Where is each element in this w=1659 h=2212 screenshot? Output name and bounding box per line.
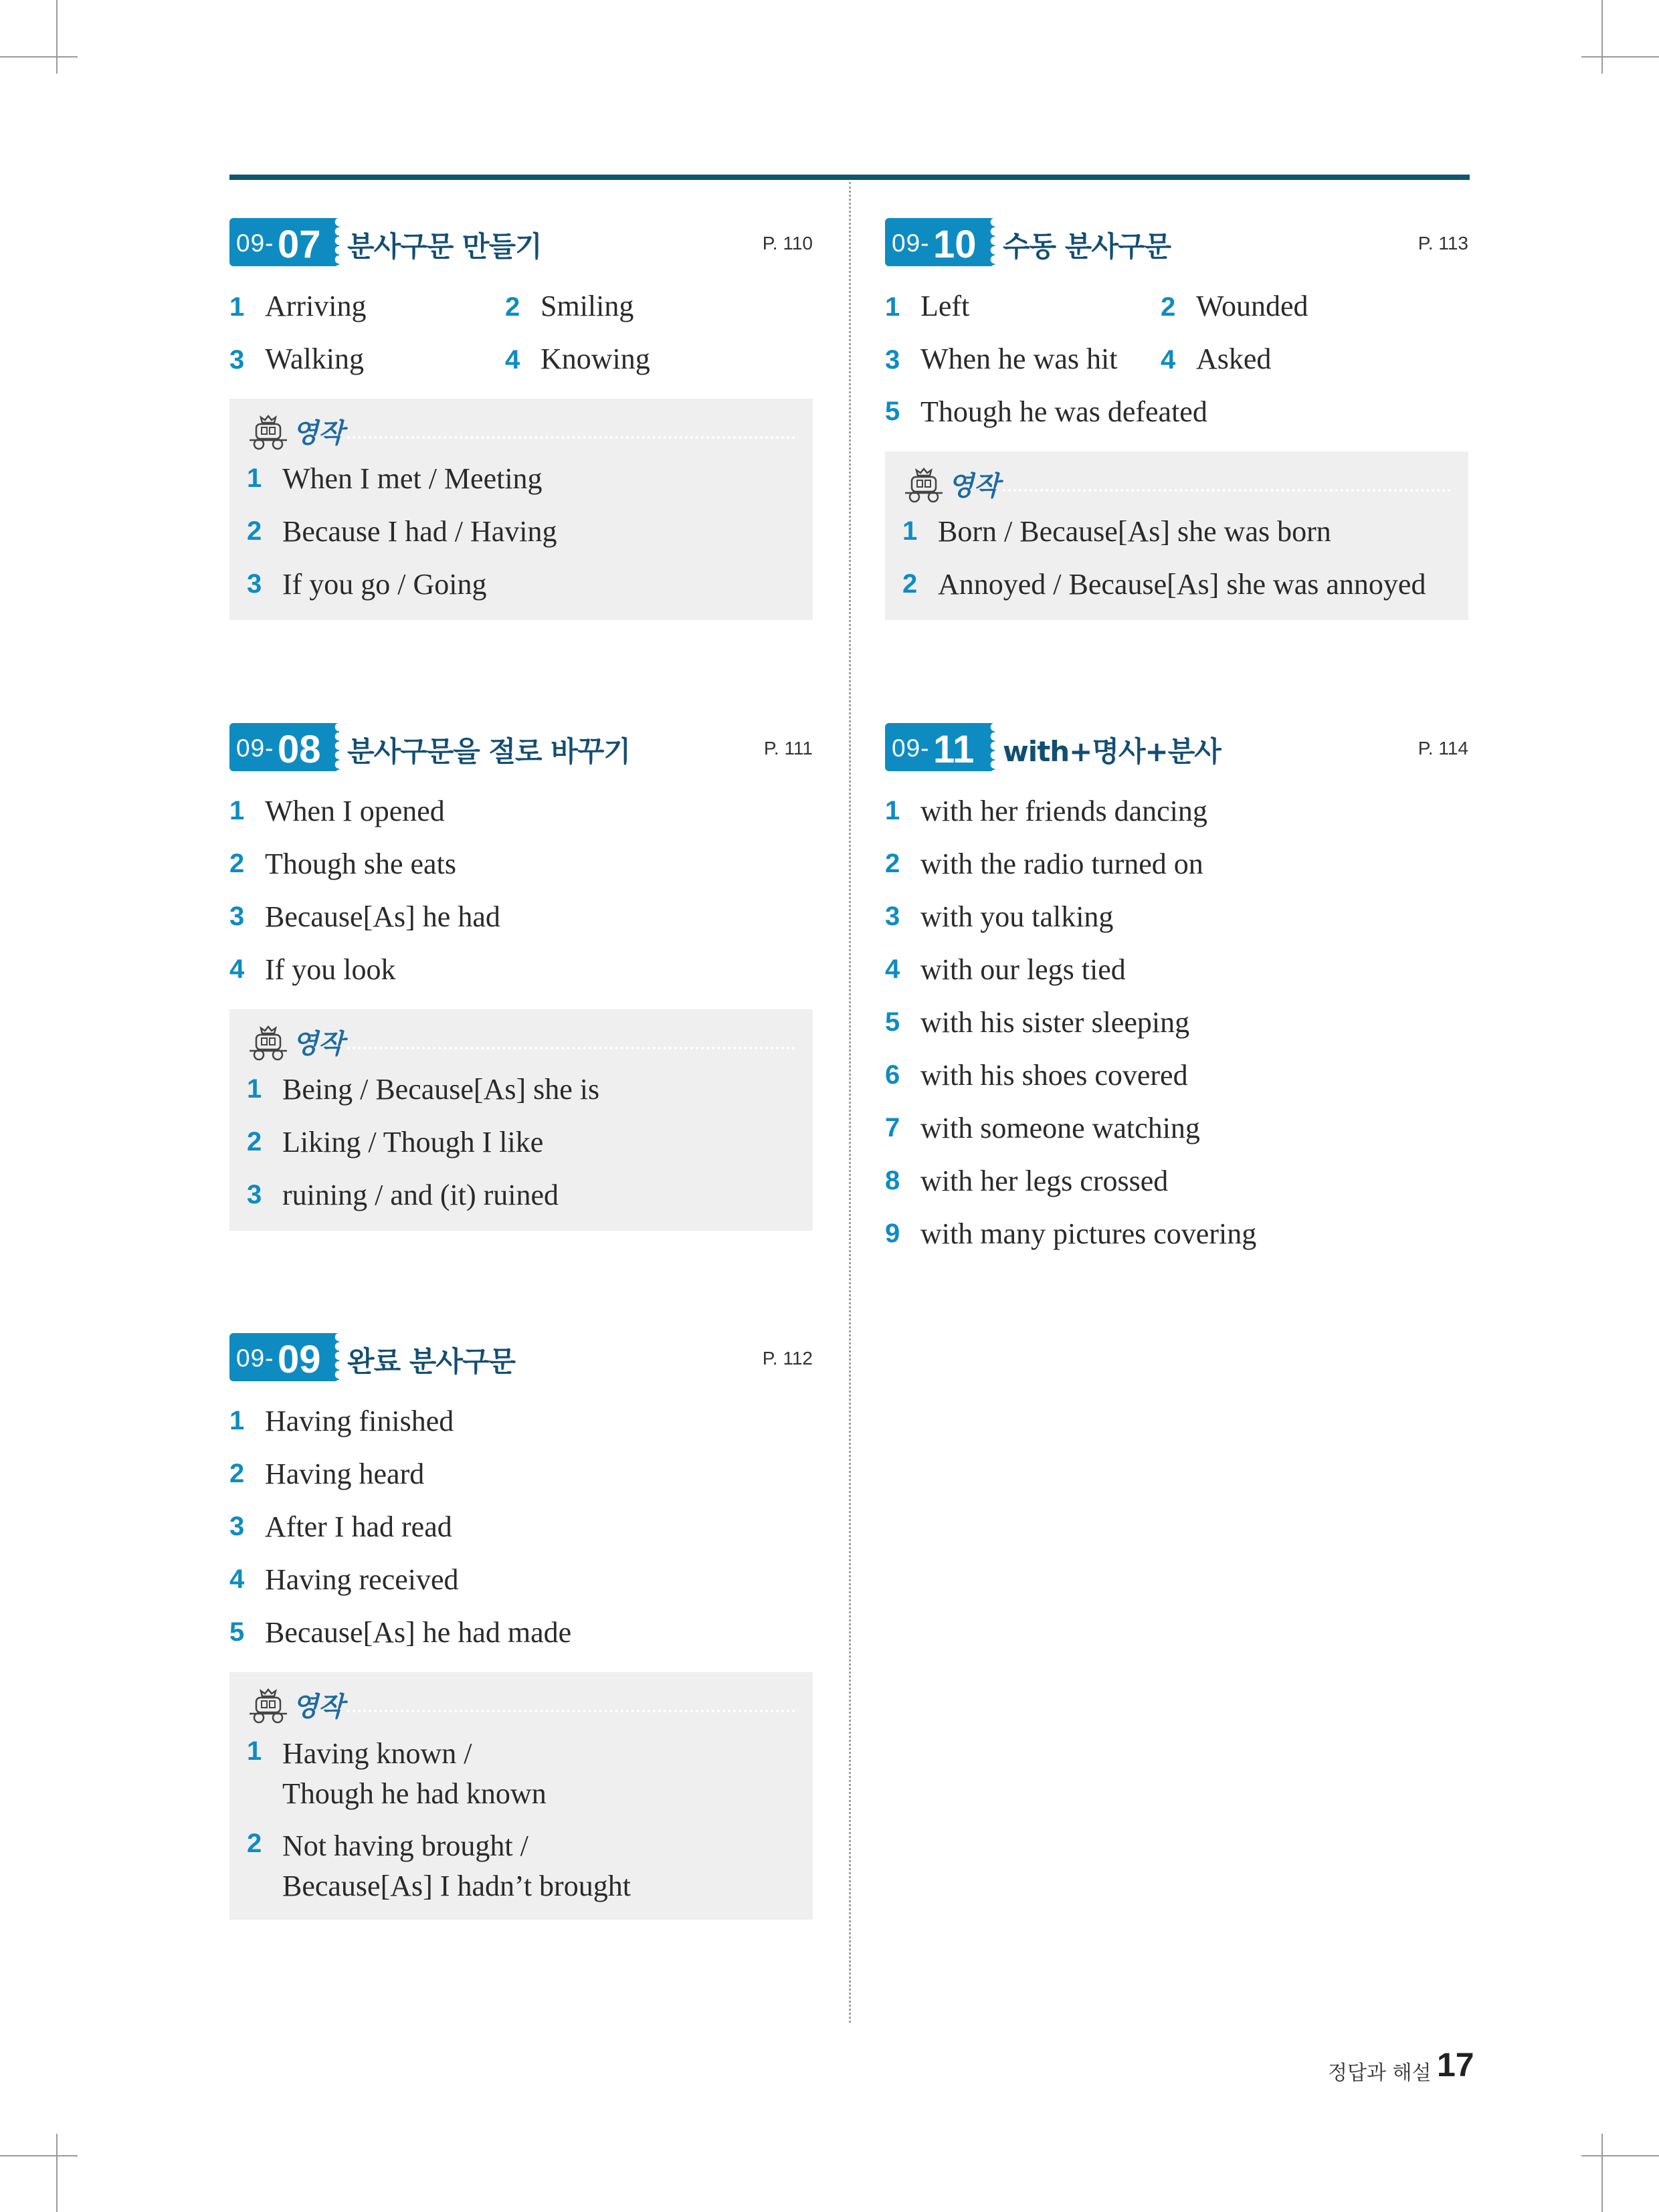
page-reference: P. 110 — [762, 233, 813, 254]
answer-row — [885, 890, 1468, 943]
answer-row — [885, 837, 1468, 890]
item-number: 2 — [247, 516, 262, 546]
dotted-rule — [1003, 489, 1451, 492]
answer-text: Having finished — [265, 1405, 454, 1437]
answer-number: 4 — [1161, 345, 1176, 375]
badge-prefix: 09- — [892, 229, 930, 257]
answer-number: 1 — [229, 796, 245, 825]
page-reference: P. 113 — [1418, 233, 1468, 254]
section-header — [885, 218, 1468, 269]
item-number: 1 — [902, 516, 918, 546]
item-number: 2 — [247, 1127, 262, 1157]
section-badge — [229, 723, 331, 771]
answer-text: Smiling — [541, 290, 634, 322]
answer-text: with his sister sleeping — [920, 1006, 1190, 1039]
answer-row — [885, 280, 1468, 332]
answer-item — [885, 289, 1161, 323]
answer-row — [229, 1395, 813, 1447]
box-title: 영작 — [292, 418, 345, 449]
crop-mark — [0, 2155, 78, 2156]
answer-number: 4 — [505, 345, 520, 375]
answer-text: When I opened — [265, 795, 445, 827]
box-title: 영작 — [292, 1029, 345, 1060]
section-09-07 — [229, 218, 813, 620]
answer-item — [1161, 289, 1308, 323]
carriage-icon — [247, 1024, 290, 1064]
answer-number: 2 — [229, 849, 245, 878]
composition-box — [885, 451, 1468, 620]
answer-row — [885, 1102, 1468, 1154]
answer-text: Having received — [265, 1563, 459, 1596]
answer-text: After I had read — [265, 1510, 452, 1543]
answer-item — [885, 342, 1161, 376]
crop-mark — [56, 0, 58, 74]
answer-text: Knowing — [541, 342, 650, 375]
answer-row — [229, 1606, 813, 1659]
answer-number: 3 — [229, 345, 245, 375]
answer-row — [229, 1553, 813, 1606]
crop-mark — [56, 2134, 58, 2212]
answer-number: 2 — [885, 849, 900, 878]
box-title: 영작 — [292, 1692, 345, 1722]
item-number: 3 — [247, 1180, 262, 1209]
item-text: If you go / Going — [282, 568, 487, 601]
box-item — [247, 558, 795, 611]
box-title: 영작 — [948, 471, 1000, 502]
page-reference: P. 114 — [1418, 738, 1468, 759]
answer-item — [229, 289, 505, 323]
answer-list — [229, 785, 813, 996]
item-text: Born / Because[As] she was born — [938, 515, 1331, 548]
section-09-09 — [229, 1333, 813, 1920]
answer-text: with his shoes covered — [920, 1059, 1188, 1092]
answer-text: with our legs tied — [920, 953, 1126, 986]
carriage-icon — [902, 466, 945, 506]
item-number: 1 — [247, 1736, 262, 1766]
answer-row — [229, 890, 813, 943]
page-number: 17 — [1437, 2046, 1474, 2084]
answer-number: 1 — [885, 292, 900, 322]
answer-row — [885, 332, 1468, 385]
answer-text: When he was hit — [920, 342, 1118, 375]
answer-list — [229, 280, 813, 385]
box-item — [247, 1169, 795, 1221]
answer-number: 3 — [885, 345, 900, 375]
answer-number: 3 — [885, 902, 900, 931]
box-item — [902, 505, 1451, 558]
section-title: 분사구문을 절로 바꾸기 — [347, 735, 630, 768]
answer-number: 4 — [229, 1565, 245, 1594]
answer-row — [885, 1154, 1468, 1207]
answer-number: 1 — [885, 796, 900, 825]
item-line: Though he had known — [282, 1777, 547, 1810]
answer-text: with you talking — [920, 900, 1114, 933]
item-text: Liking / Though I like — [282, 1126, 544, 1159]
answer-number: 5 — [229, 1617, 245, 1647]
item-text: When I met / Meeting — [282, 462, 543, 495]
item-text: Being / Because[As] she is — [282, 1073, 600, 1106]
badge-prefix: 09- — [892, 734, 930, 762]
answer-row — [229, 943, 813, 996]
answer-number: 1 — [229, 1406, 245, 1435]
composition-box — [229, 1009, 813, 1231]
answer-row — [229, 332, 813, 385]
answer-text: If you look — [265, 953, 396, 986]
box-item — [247, 505, 795, 558]
answer-text: Walking — [265, 342, 364, 375]
section-badge — [885, 218, 987, 266]
answer-number: 8 — [885, 1166, 900, 1195]
answer-list — [229, 1395, 813, 1659]
section-badge — [229, 218, 331, 266]
item-number: 1 — [247, 464, 262, 493]
item-number: 2 — [247, 1829, 262, 1858]
carriage-icon — [247, 413, 290, 454]
answer-text: with many pictures covering — [920, 1217, 1257, 1250]
answer-text: Having heard — [265, 1457, 425, 1490]
column-divider — [849, 182, 851, 2023]
answer-text: Arriving — [265, 290, 367, 322]
answer-text: Though he was defeated — [920, 395, 1207, 428]
answer-row — [229, 1500, 813, 1553]
answer-row — [885, 1049, 1468, 1102]
answer-text: Asked — [1196, 342, 1272, 375]
badge-prefix: 09- — [236, 734, 274, 762]
section-header — [229, 218, 813, 269]
answer-list — [885, 785, 1468, 1260]
answer-text: Left — [920, 290, 970, 322]
box-header — [247, 1683, 795, 1726]
section-title: with+명사+분사 — [1003, 735, 1221, 768]
section-09-10 — [885, 218, 1468, 620]
badge-number: 08 — [278, 728, 321, 771]
box-header — [902, 462, 1451, 505]
item-text: Annoyed / Because[As] she was annoyed — [938, 568, 1426, 601]
box-item — [247, 1063, 795, 1116]
section-09-11 — [885, 723, 1468, 1260]
answer-number: 1 — [229, 292, 245, 322]
answer-row — [229, 785, 813, 837]
answer-row — [885, 1207, 1468, 1260]
answer-row — [229, 280, 813, 332]
answer-text: Because[As] he had made — [265, 1616, 572, 1649]
box-item — [247, 1818, 795, 1910]
dotted-rule — [347, 1710, 795, 1712]
box-header — [247, 1020, 795, 1063]
section-badge — [229, 1333, 331, 1381]
answer-text: Wounded — [1196, 290, 1308, 322]
badge-number: 09 — [278, 1338, 321, 1381]
carriage-icon — [247, 1687, 290, 1727]
answer-row — [885, 996, 1468, 1049]
answer-item — [1161, 342, 1271, 376]
dotted-rule — [347, 1047, 795, 1049]
answer-row — [229, 1447, 813, 1500]
section-header — [229, 723, 813, 774]
answer-row — [885, 943, 1468, 996]
dotted-rule — [347, 436, 795, 439]
composition-box — [229, 1672, 813, 1920]
answer-text: with someone watching — [920, 1112, 1200, 1144]
answer-number: 4 — [885, 954, 900, 984]
crop-mark — [0, 56, 78, 58]
answer-text: with the radio turned on — [920, 847, 1203, 880]
badge-prefix: 09- — [236, 229, 274, 257]
section-badge — [885, 723, 987, 771]
item-line: Not having brought / — [282, 1829, 528, 1862]
crop-mark — [1581, 56, 1659, 58]
footer-label: 정답과 해설 — [1328, 2062, 1432, 2085]
item-text: Because I had / Having — [282, 515, 557, 548]
answer-number: 6 — [885, 1060, 900, 1090]
answer-item — [505, 289, 633, 323]
page-reference: P. 111 — [763, 738, 813, 759]
crop-mark — [1581, 2155, 1659, 2156]
item-number: 2 — [902, 569, 918, 599]
answer-row — [885, 385, 1468, 438]
composition-box — [229, 399, 813, 620]
box-header — [247, 409, 795, 452]
box-item — [247, 1116, 795, 1169]
badge-number: 11 — [933, 728, 975, 771]
answer-number: 7 — [885, 1113, 900, 1142]
top-bar — [229, 175, 1470, 180]
item-text-block — [282, 1734, 547, 1814]
answer-list — [885, 280, 1468, 438]
answer-number: 5 — [885, 397, 900, 426]
page-reference: P. 112 — [762, 1348, 813, 1369]
answer-text: with her legs crossed — [920, 1165, 1169, 1197]
section-header — [885, 723, 1468, 774]
answer-number: 9 — [885, 1219, 900, 1248]
answer-text: Though she eats — [265, 847, 456, 880]
item-text: ruining / and (it) ruined — [282, 1179, 559, 1211]
answer-item — [505, 342, 650, 376]
answer-number: 2 — [505, 292, 520, 322]
answer-number: 4 — [229, 954, 245, 984]
item-text-block — [282, 1826, 631, 1906]
item-number: 3 — [247, 569, 262, 599]
answer-number: 2 — [229, 1459, 245, 1488]
badge-prefix: 09- — [236, 1344, 274, 1372]
section-title: 완료 분사구문 — [347, 1345, 516, 1378]
crop-mark — [1601, 0, 1603, 74]
answer-text: Because[As] he had — [265, 900, 500, 933]
badge-number: 07 — [278, 223, 321, 266]
answer-number: 3 — [229, 902, 245, 931]
box-item — [247, 1726, 795, 1818]
answer-row — [885, 785, 1468, 837]
answer-number: 2 — [1161, 292, 1176, 322]
item-number: 1 — [247, 1074, 262, 1104]
answer-number: 3 — [229, 1512, 245, 1541]
badge-number: 10 — [933, 223, 977, 266]
box-item — [247, 452, 795, 505]
answer-row — [229, 837, 813, 890]
answer-text: with her friends dancing — [920, 795, 1207, 827]
section-09-08 — [229, 723, 813, 1231]
answer-item — [229, 342, 505, 376]
section-title: 수동 분사구문 — [1003, 230, 1171, 263]
crop-mark — [1601, 2134, 1603, 2212]
item-line: Having known / — [282, 1737, 472, 1770]
section-title: 분사구문 만들기 — [347, 230, 542, 263]
section-header — [229, 1333, 813, 1384]
item-line: Because[As] I hadn’t brought — [282, 1870, 631, 1902]
box-item — [902, 558, 1451, 611]
answer-number: 5 — [885, 1007, 900, 1037]
